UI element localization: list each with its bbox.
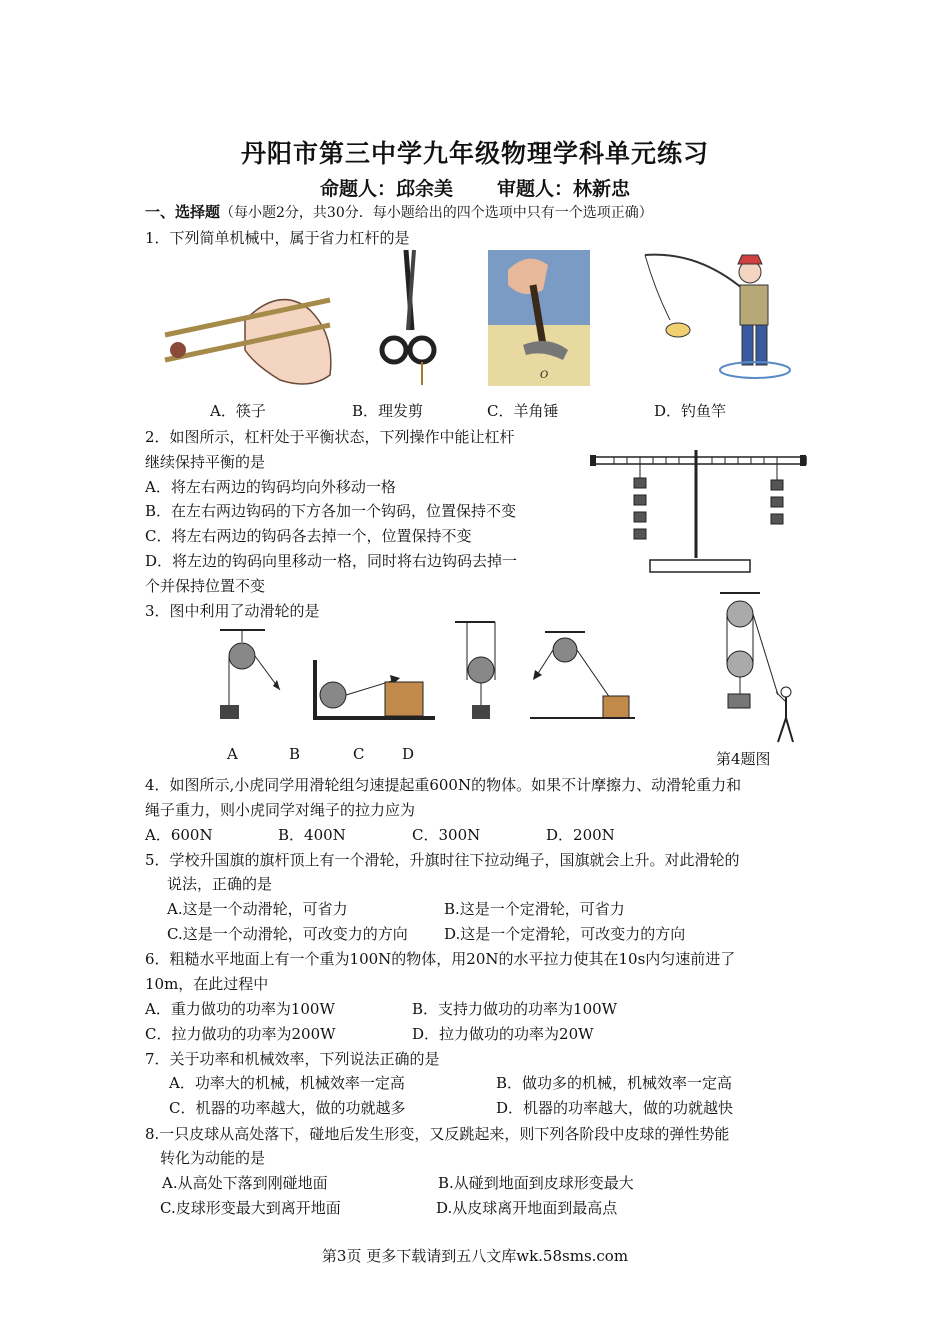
q4-figure-caption: 第4题图	[716, 750, 771, 768]
q2-stem-line1: 2．如图所示，杠杆处于平衡状态，下列操作中能让杠杆	[145, 428, 515, 446]
authors-line	[0, 174, 950, 201]
chopsticks-image	[160, 280, 340, 390]
scissors-image	[378, 250, 438, 390]
q2-option-b[interactable]: B．在左右两边钩码的下方各加一个钩码，位置保持不变	[145, 502, 517, 520]
section-heading: 一、选择题	[145, 203, 221, 221]
q6-option-a[interactable]: A．重力做功的功率为100W	[145, 1000, 335, 1018]
q5-option-a[interactable]: A.这是一个动滑轮，可省力	[167, 900, 348, 918]
q1-option-a[interactable]: A．筷子	[210, 402, 266, 420]
claw-hammer-image	[488, 250, 590, 386]
q4-stem-line1: 4．如图所示,小虎同学用滑轮组匀速提起重600N的物体。如果不计摩擦力、动滑轮重力和	[145, 776, 742, 794]
q1-stem: 1．下列简单机械中，属于省力杠杆的是	[145, 229, 410, 247]
page-title: 丹阳市第三中学九年级物理学科单元练习	[240, 139, 709, 168]
q8-option-c[interactable]: C.皮球形变最大到离开地面	[160, 1199, 341, 1217]
fishing-rod-image	[640, 250, 800, 385]
q3-label-d: D	[402, 745, 415, 763]
q2-option-d-line2: 个并保持位置不变	[145, 577, 266, 595]
q8-option-a[interactable]: A.从高处下落到刚碰地面	[162, 1174, 328, 1192]
q8-option-d[interactable]: D.从皮球离开地面到最高点	[436, 1199, 618, 1217]
section-heading-line	[145, 202, 653, 223]
q4-option-a[interactable]: A．600N	[145, 826, 213, 844]
q7-option-a[interactable]: A．功率大的机械，机械效率一定高	[169, 1074, 405, 1092]
q5-option-d[interactable]: D.这是一个定滑轮，可改变力的方向	[444, 925, 686, 943]
q1-option-c[interactable]: C．羊角锤	[487, 402, 559, 420]
q8-stem-line2: 转化为动能的是	[160, 1149, 266, 1167]
setter-name: 命题人：邱余美	[319, 178, 453, 200]
q5-option-c[interactable]: C.这是一个动滑轮，可改变力的方向	[167, 925, 408, 943]
q1-option-d[interactable]: D．钓鱼竿	[654, 402, 727, 420]
q3-label-c: C	[353, 745, 365, 763]
q6-stem-line2: 10m，在此过程中	[145, 975, 269, 993]
q3-stem: 3．图中利用了动滑轮的是	[145, 602, 320, 620]
reviewer-name: 审题人：林新忠	[497, 178, 631, 200]
q8-stem-line1: 8.一只皮球从高处落下，碰地后发生形变，又反跳起来，则下列各阶段中皮球的弹性势能	[145, 1125, 730, 1143]
pulley-a-figure	[220, 630, 280, 719]
q5-option-b[interactable]: B.这是一个定滑轮，可省力	[444, 900, 625, 918]
page-footer: 第3页 更多下载请到五八文库wk.58sms.com	[321, 1247, 629, 1265]
q7-option-b[interactable]: B．做功多的机械，机械效率一定高	[496, 1074, 733, 1092]
q6-stem-line1: 6．粗糙水平地面上有一个重为100N的物体，用20N的水平拉力使其在10s内匀速前进了	[145, 950, 736, 968]
q7-option-c[interactable]: C．机器的功率越大，做的功就越多	[169, 1099, 406, 1117]
q4-option-d[interactable]: D．200N	[546, 826, 615, 844]
q4-option-c[interactable]: C．300N	[412, 826, 481, 844]
q2-option-c[interactable]: C．将左右两边的钩码各去掉一个，位置保持不变	[145, 527, 472, 545]
pulley-b-figure	[315, 660, 435, 718]
q2-option-a[interactable]: A．将左右两边的钩码均向外移动一格	[145, 478, 396, 496]
q5-stem-line2: 说法，正确的是	[167, 875, 273, 893]
q4-stem-line2: 绳子重力，则小虎同学对绳子的拉力应为	[145, 801, 416, 819]
pulley-system-diagram	[718, 590, 803, 745]
q8-option-b[interactable]: B.从碰到地面到皮球形变最大	[438, 1174, 634, 1192]
svg-text:O: O	[540, 370, 549, 381]
q4-option-b[interactable]: B．400N	[278, 826, 346, 844]
q7-stem: 7．关于功率和机械效率，下列说法正确的是	[145, 1050, 440, 1068]
pulley-d-figure	[530, 632, 635, 718]
q2-option-d-line1[interactable]: D．将左边的钩码向里移动一格，同时将右边钩码去掉一	[145, 552, 518, 570]
q2-stem-line2: 继续保持平衡的是	[145, 453, 266, 471]
pulley-c-figure	[455, 622, 495, 719]
q5-stem-line1: 5．学校升国旗的旗杆顶上有一个滑轮，升旗时往下拉动绳子，国旗就会上升。对此滑轮的	[145, 851, 740, 869]
pulley-options-diagram	[215, 620, 635, 720]
q3-label-b: B	[289, 745, 301, 763]
q3-label-a: A	[227, 745, 238, 763]
q6-option-b[interactable]: B．支持力做功的功率为100W	[412, 1000, 618, 1018]
q1-option-b[interactable]: B．理发剪	[352, 402, 424, 420]
section-note: （每小题2分，共30分．每小题给出的四个选项中只有一个选项正确）	[220, 205, 653, 221]
q7-option-d[interactable]: D．机器的功率越大，做的功就越快	[496, 1099, 734, 1117]
q6-option-c[interactable]: C．拉力做功的功率为200W	[145, 1025, 336, 1043]
lever-balance-diagram	[590, 450, 810, 580]
q6-option-d[interactable]: D．拉力做功的功率为20W	[412, 1025, 594, 1043]
